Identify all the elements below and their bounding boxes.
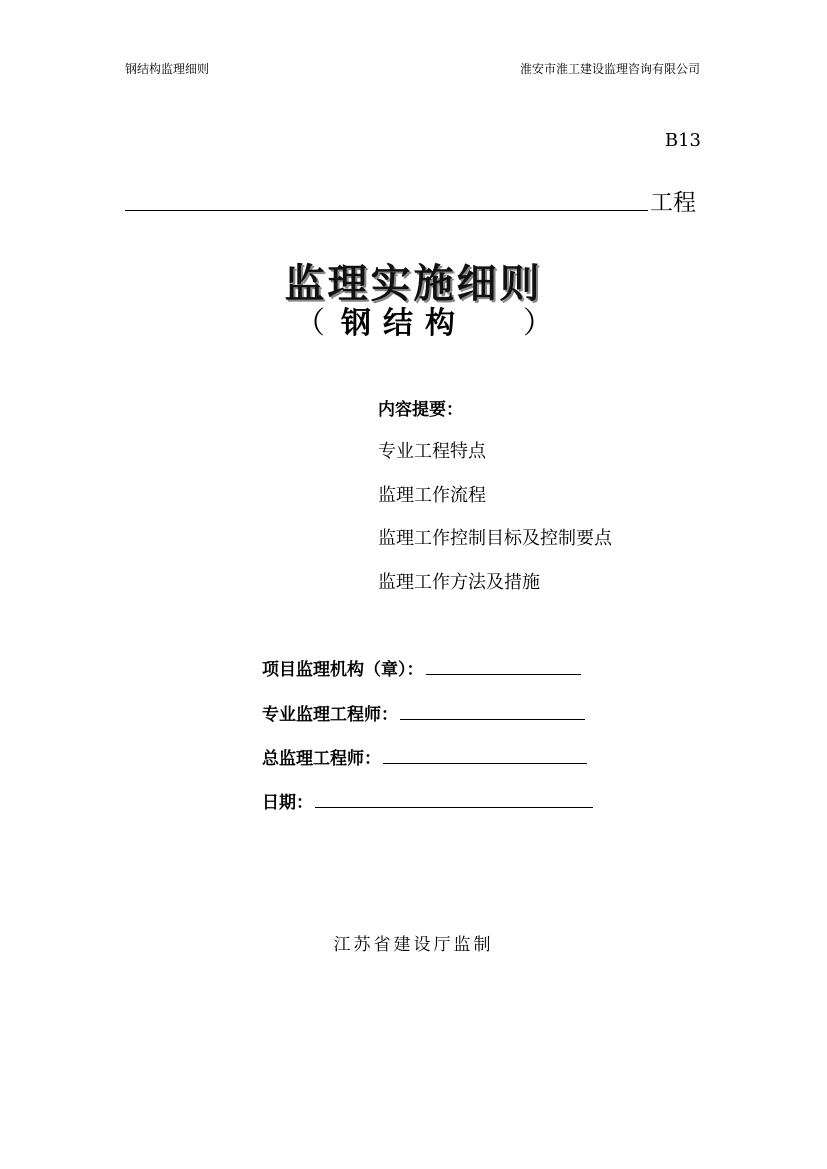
field-label: 项目监理机构（章）： <box>262 660 424 680</box>
document-code: B13 <box>664 130 701 151</box>
summary-item: 监理工作流程 <box>378 485 486 506</box>
footer-note: 江苏省建设厅监制 <box>333 935 494 955</box>
field-label: 总监理工程师： <box>262 749 381 769</box>
summary-heading: 内容提要： <box>378 400 463 420</box>
field-supervision-agency <box>262 655 581 680</box>
subtitle-close-paren: ） <box>523 306 553 341</box>
project-suffix: 工程 <box>650 190 696 216</box>
main-title: 监理实施细则 <box>284 261 543 307</box>
subtitle-open-paren: （ <box>295 306 325 341</box>
field-date <box>262 788 593 813</box>
header-right: 淮安市淮工建设监理咨询有限公司 <box>519 62 700 76</box>
summary-item: 专业工程特点 <box>378 441 486 462</box>
field-label: 日期： <box>262 793 313 813</box>
summary-item: 监理工作控制目标及控制要点 <box>378 528 612 549</box>
field-label: 专业监理工程师： <box>262 705 398 725</box>
field-specialist-engineer <box>262 700 585 725</box>
date-blank-line <box>315 789 593 808</box>
subtitle: 钢结构 <box>341 306 467 341</box>
project-name-blank-line <box>125 210 648 211</box>
summary-item: 监理工作方法及措施 <box>378 572 540 593</box>
signature-blank-line <box>400 701 585 720</box>
signature-blank-line <box>426 656 581 675</box>
header-left: 钢结构监理细则 <box>125 62 210 76</box>
field-chief-engineer <box>262 744 587 769</box>
signature-blank-line <box>383 745 587 764</box>
